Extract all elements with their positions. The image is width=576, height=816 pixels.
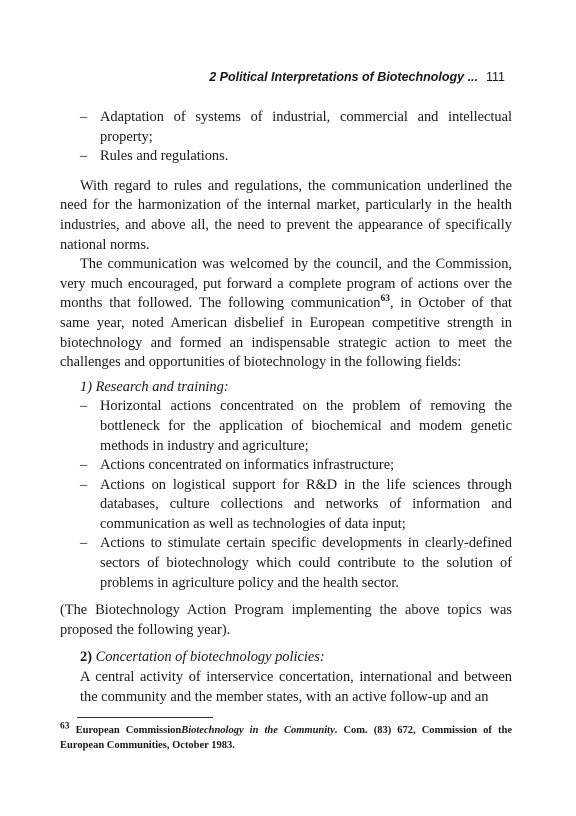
footnote-ref: 63 <box>380 294 390 305</box>
running-header <box>209 70 505 84</box>
paragraph-concertation: A central activity of interservice concertation, international and between the community and the member states, with an active follow-up and an <box>80 669 512 705</box>
footnote: $^{63}$ European CommissionBiotechnology in the Community. Com. (83) 672, Commission of the European Communities, October 1983. <box>60 721 512 751</box>
list-item: – Adaptation of systems of industrial, commercial and intellectual property; <box>80 109 512 145</box>
running-title: 2 Political Interpretations of Biotechnology ... <box>209 70 478 84</box>
paragraph-regulations: With regard to rules and regulations, the communication underlined the need for the harmonization of the internal market, particularly in the health industries, and above all, the need to prevent the appearance of specifically national norms. <box>60 177 512 253</box>
page-number: 111 <box>485 70 505 84</box>
top-list <box>60 108 512 167</box>
footnote-divider <box>77 717 213 718</box>
list-item: – Rules and regulations. <box>80 148 229 165</box>
section-concertation-heading: 2) Concertation of biotechnology policies: <box>80 649 325 666</box>
page-body <box>60 108 512 707</box>
list-item: – Actions concentrated on informatics infrastructure; <box>80 457 395 474</box>
list-item: – Actions to stimulate certain specific developments in clearly-defined sectors of biotechnology which could contribute to the solution of problems in agriculture policy and the health sector. <box>80 535 512 591</box>
list-item: – Horizontal actions concentrated on the problem of removing the bottleneck for the application of biochemical and modem genetic methods in industry and agriculture; <box>80 398 512 454</box>
paragraph-action-program: (The Biotechnology Action Program implementing the above topics was proposed the following year). <box>60 602 512 638</box>
paragraph-program: The communication was welcomed by the council, and the Commission, very much encouraged, put forward a complete program of actions over the months that followed. The following communication$^{63}$, in October of that same year, noted American disbelief in European competitive strength in biotechnology and formed an indispensable strategic action to meet the challenges and opportunities of biotechnology in the following fields: <box>60 256 512 371</box>
list-item: – Actions on logistical support for R&D in the life sciences through databases, culture collections and networks of information and communication as well as technologies of data input; <box>80 476 512 532</box>
research-list <box>60 397 512 593</box>
section-research-heading: 1) Research and training: <box>80 378 229 395</box>
